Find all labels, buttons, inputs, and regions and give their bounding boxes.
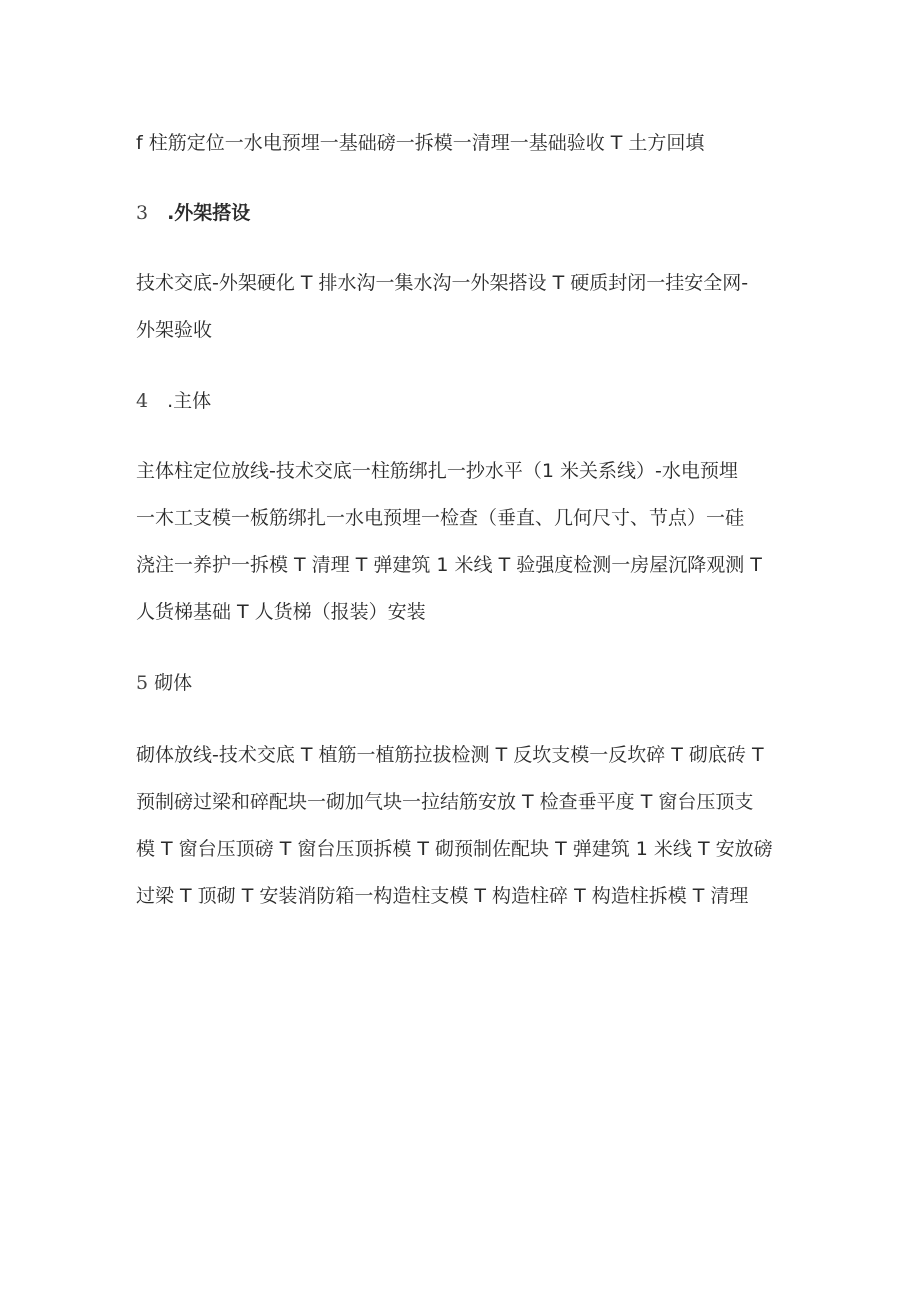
text-line: 砌体放线-技术交底 T 植筋一植筋拉拔检测 T 反坎支模一反坎碎 T 砌底砖 T bbox=[136, 744, 764, 766]
paragraph-scaffold-steps bbox=[136, 260, 796, 354]
paragraph-main-structure-steps bbox=[136, 448, 796, 636]
text-line: 主体柱定位放线-技术交底一柱筋绑扎一抄水平（1 米关系线）-水电预埋 bbox=[136, 460, 738, 482]
text-line: 过梁 T 顶砌 T 安装消防箱一构造柱支模 T 构造柱碎 T 构造柱拆模 T 清理 bbox=[136, 885, 749, 907]
text-line: 技术交底-外架硬化 T 排水沟一集水沟一外架搭设 T 硬质封闭一挂安全网- bbox=[136, 272, 749, 294]
heading-scaffold bbox=[136, 190, 796, 237]
section-number: 3 bbox=[136, 202, 168, 224]
text-line: 外架验收 bbox=[136, 319, 213, 341]
section-title: .外架搭设 bbox=[167, 202, 251, 224]
text-line: 模 T 窗台压顶磅 T 窗台压顶拆模 T 砌预制佐配块 T 弹建筑 1 米线 T 安放磅 bbox=[136, 838, 773, 860]
section-title: 砌体 bbox=[154, 672, 193, 694]
paragraph-foundation-steps bbox=[136, 120, 796, 167]
text-line: f 柱筋定位一水电预埋一基础磅一拆模一清理一基础验收 T 土方回填 bbox=[136, 132, 705, 154]
section-title: .主体 bbox=[167, 390, 212, 412]
heading-main-structure bbox=[136, 378, 796, 425]
text-line: 预制磅过梁和碎配块一砌加气块一拉结筋安放 T 检查垂平度 T 窗台压顶支 bbox=[136, 791, 754, 813]
section-number: 5 bbox=[136, 672, 155, 694]
text-line: 一木工支模一板筋绑扎一水电预埋一检查（垂直、几何尺寸、节点）一硅 bbox=[136, 507, 745, 529]
heading-masonry bbox=[136, 660, 796, 707]
paragraph-masonry-steps bbox=[136, 732, 796, 920]
section-number: 4 bbox=[136, 390, 168, 412]
text-line: 浇注一养护一拆模 T 清理 T 弹建筑 1 米线 T 验强度检测一房屋沉降观测 T bbox=[136, 554, 762, 576]
text-line: 人货梯基础 T 人货梯（报装）安装 bbox=[136, 601, 426, 623]
